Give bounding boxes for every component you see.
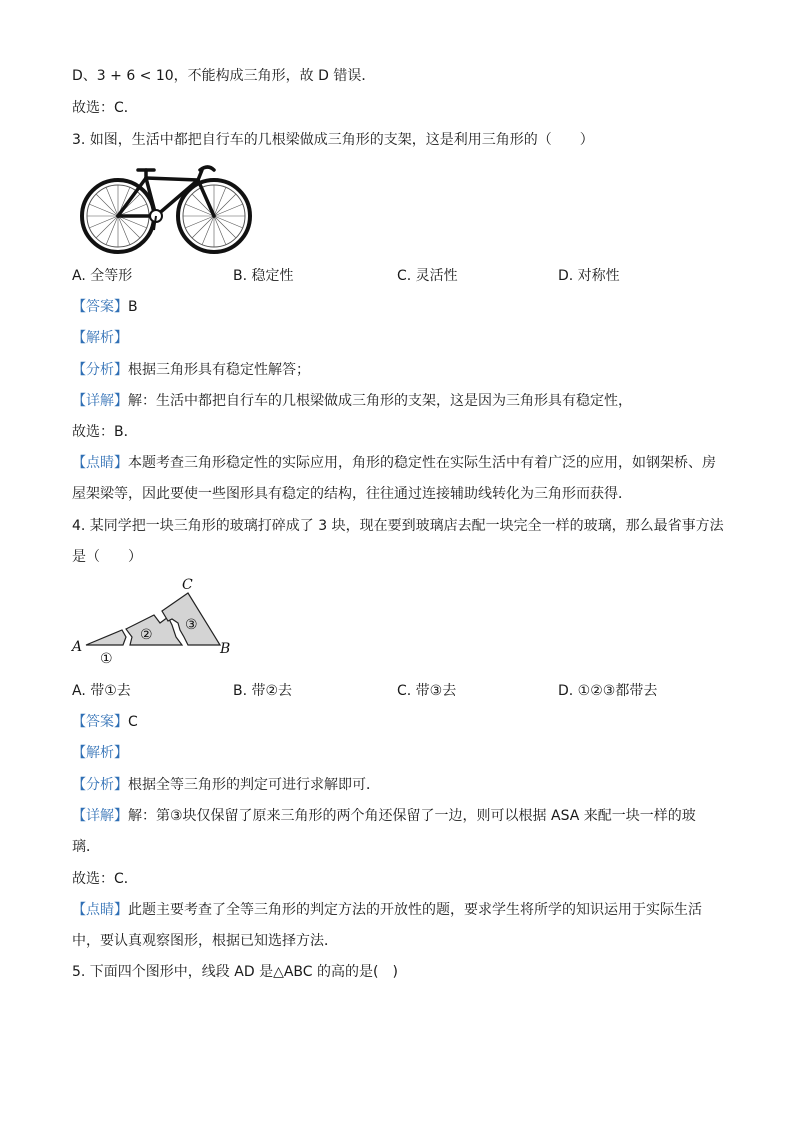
detail-line xyxy=(72,806,696,826)
option-a[interactable]: A. 带①去 xyxy=(72,683,131,699)
question-4: 4. 某同学把一块三角形的玻璃打碎成了 3 块，现在要到玻璃店去配一块完全一样的玻璃，那么最省事方法 xyxy=(72,518,724,534)
option-b[interactable]: B. 稳定性 xyxy=(233,268,294,284)
answer-line xyxy=(72,712,138,732)
answer-tag: 【答案】 xyxy=(72,299,128,315)
xiangjie-text: 解：生活中都把自行车的几根梁做成三角形的支架，这是因为三角形具有稳定性， xyxy=(128,393,632,409)
option-b[interactable]: B. 带②去 xyxy=(233,683,293,699)
option-a[interactable]: A. 全等形 xyxy=(72,268,133,284)
piece-2-label: ② xyxy=(140,627,153,643)
xiangjie-tag: 【详解】 xyxy=(72,808,128,824)
dianjing-text: 此题主要考查了全等三角形的判定方法的开放性的题，要求学生将所学的知识运用于实际生活 xyxy=(128,902,702,918)
answer-line xyxy=(72,297,138,317)
detail-line xyxy=(72,391,632,411)
option-c[interactable]: C. 灵活性 xyxy=(397,268,458,284)
fenxi-text: 根据三角形具有稳定性解答； xyxy=(128,362,310,378)
label-b: B xyxy=(220,641,231,657)
option-d[interactable]: D. ①②③都带去 xyxy=(558,683,658,699)
fenxi-text: 根据全等三角形的判定可进行求解即可． xyxy=(128,777,380,793)
comment-line xyxy=(72,900,702,920)
select-line: 故选：B． xyxy=(72,424,138,440)
comment-line xyxy=(72,453,716,473)
broken-glass-figure xyxy=(70,575,240,670)
piece-3-label: ③ xyxy=(185,617,198,633)
option-c[interactable]: C. 带③去 xyxy=(397,683,457,699)
select-line: 故选：C． xyxy=(72,871,138,887)
fenxi-tag: 【分析】 xyxy=(72,362,128,378)
comment-line: 屋架梁等，因此要使一些图形具有稳定的结构，往往通过连接辅助线转化为三角形而获得． xyxy=(72,486,632,502)
dianjing-tag: 【点睛】 xyxy=(72,902,128,918)
dianjing-text: 本题考查三角形稳定性的实际应用，角形的稳定性在实际生活中有着广泛的应用，如钢架桥、房 xyxy=(128,455,716,471)
answer-tag: 【答案】 xyxy=(72,714,128,730)
analysis-tag: 【解析】 xyxy=(72,745,128,761)
analysis-line xyxy=(72,775,380,795)
analysis-line xyxy=(72,360,310,380)
xiangjie-tag: 【详解】 xyxy=(72,393,128,409)
fenxi-tag: 【分析】 xyxy=(72,777,128,793)
answer-value: B xyxy=(128,299,138,315)
analysis-tag: 【解析】 xyxy=(72,330,128,346)
bicycle-figure xyxy=(74,160,256,254)
piece-1-label: ① xyxy=(100,651,113,667)
glass-piece-1 xyxy=(86,630,126,645)
question-5: 5. 下面四个图形中，线段 AD 是△ABC 的高的是( ) xyxy=(72,964,398,980)
comment-line: 中，要认真观察图形，根据已知选择方法． xyxy=(72,933,338,949)
bicycle-frame xyxy=(118,167,214,216)
label-c: C xyxy=(182,577,193,593)
option-d[interactable]: D. 对称性 xyxy=(558,268,620,284)
text-line: D、3 + 6 < 10，不能构成三角形，故 D 错误． xyxy=(72,68,376,84)
text-line: 故选：C． xyxy=(72,100,138,116)
question-4-cont: 是（ ） xyxy=(72,549,142,565)
xiangjie-text: 解：第③块仅保留了原来三角形的两个角还保留了一边，则可以根据 ASA 来配一块一样的玻 xyxy=(128,808,696,824)
question-3: 3. 如图，生活中都把自行车的几根梁做成三角形的支架，这是利用三角形的（ ） xyxy=(72,132,594,148)
detail-line-cont: 璃． xyxy=(72,839,100,855)
dianjing-tag: 【点睛】 xyxy=(72,455,128,471)
answer-value: C xyxy=(128,714,138,730)
label-a: A xyxy=(72,639,83,655)
